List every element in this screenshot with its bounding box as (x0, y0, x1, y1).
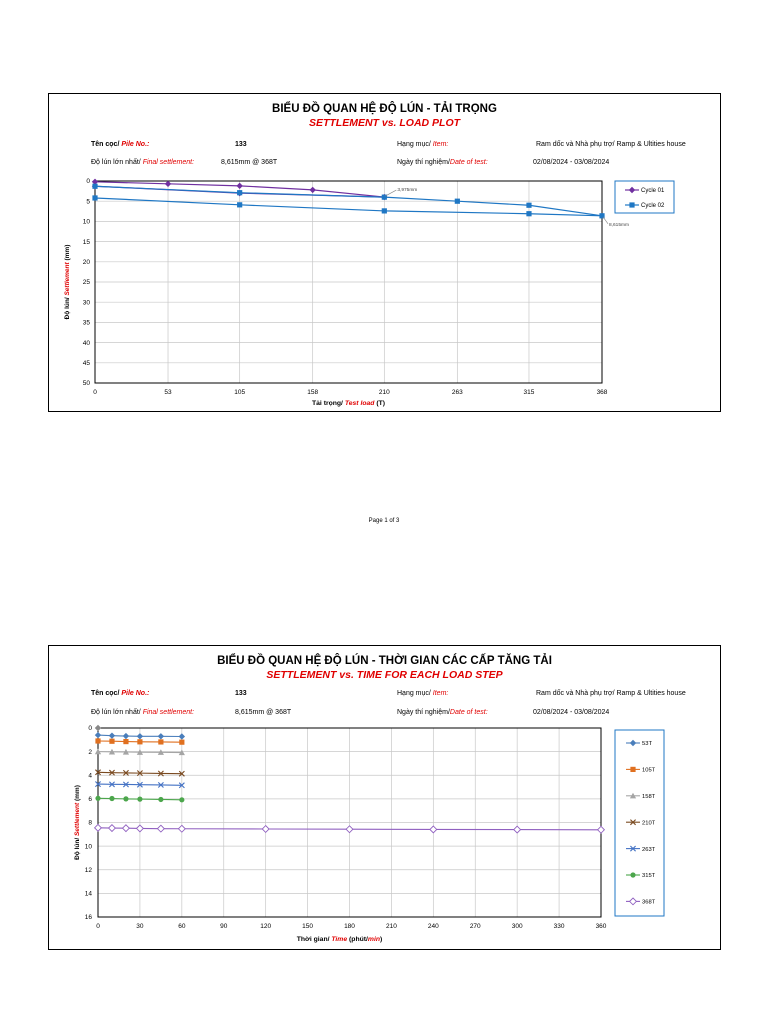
data-point (165, 181, 171, 187)
x-tick-label: 180 (344, 923, 355, 930)
data-point (455, 199, 460, 204)
data-point (95, 732, 101, 738)
legend-label: Cycle 01 (641, 188, 665, 195)
x-axis-label: Tải trọng/ Test load (T) (311, 400, 386, 407)
data-point (526, 203, 531, 208)
test-date-label-2: Ngày thí nghiệm/Date of test: (397, 709, 488, 716)
y-axis-label: Độ lún/ Settlement (mm) (74, 785, 81, 860)
y-tick-label: 35 (82, 319, 90, 327)
data-point (179, 740, 184, 745)
data-point (109, 739, 114, 744)
x-tick-label: 0 (93, 389, 97, 396)
y-tick-label: 50 (82, 380, 90, 388)
x-tick-label: 368 (596, 389, 608, 396)
data-point (95, 796, 100, 801)
x-tick-label: 60 (178, 923, 186, 930)
data-point (158, 797, 163, 802)
y-tick-label: 40 (82, 339, 90, 347)
legend-label: 105T (642, 767, 656, 774)
settlement-time-chart (49, 646, 720, 949)
annotation-label: 3,975mm (397, 188, 418, 194)
data-point (430, 826, 437, 833)
data-point (137, 739, 142, 744)
settlement-time-panel (48, 645, 721, 950)
y-tick-label: 0 (86, 178, 90, 186)
data-point (158, 733, 164, 739)
data-point (123, 739, 128, 744)
data-point (514, 826, 521, 833)
x-tick-label: 0 (96, 923, 100, 930)
annotation-label: 8,615mm (609, 222, 629, 228)
origin-point (95, 725, 101, 731)
test-date-label: Ngày thí nghiệm/Date of test: (397, 159, 488, 166)
y-tick-label: 30 (82, 299, 90, 307)
data-point (526, 211, 531, 216)
data-point (109, 796, 114, 801)
data-point (236, 183, 242, 189)
x-tick-label: 30 (136, 923, 144, 930)
legend-marker (630, 872, 635, 877)
final-settlement-value-2: 8,615mm @ 368T (235, 709, 292, 716)
x-tick-label: 120 (260, 923, 272, 930)
data-point (123, 733, 129, 739)
x-tick-label: 315 (523, 389, 535, 396)
data-point (137, 797, 142, 802)
chart1-subtitle: SETTLEMENT vs. LOAD PLOT (308, 117, 461, 129)
legend-label: 158T (642, 794, 656, 800)
pile-no-label: Tên cọc/ Pile No.: (91, 141, 150, 148)
data-point (158, 739, 163, 744)
data-point (137, 825, 144, 832)
item-value-2: Ram dốc và Nhà phụ trợ/ Ramp & Ultities house (536, 690, 686, 697)
x-tick-label: 270 (469, 923, 481, 930)
settlement-load-chart (49, 94, 720, 411)
data-point (237, 190, 242, 195)
item-value: Ram dốc và Nhà phụ trợ/ Ramp & Ultities house (536, 141, 686, 148)
legend-marker (630, 767, 635, 772)
item-label-2: Hạng mục/ Item: (397, 690, 449, 697)
y-tick-label: 2 (88, 748, 92, 756)
y-tick-label: 6 (88, 796, 92, 804)
x-tick-label: 330 (553, 923, 565, 930)
pile-no-value: 133 (235, 141, 247, 148)
legend-label: 263T (642, 846, 656, 853)
y-tick-label: 12 (84, 866, 92, 874)
data-point (92, 195, 97, 200)
legend-box (615, 730, 664, 916)
y-tick-label: 4 (88, 772, 92, 780)
x-tick-label: 90 (220, 923, 228, 930)
legend-label: 368T (642, 899, 656, 906)
x-tick-label: 263 (451, 389, 463, 396)
item-label: Hạng mục/ Item: (397, 141, 449, 148)
data-point (95, 738, 100, 743)
data-point (123, 796, 128, 801)
data-point (179, 797, 184, 802)
settlement-load-panel (48, 93, 721, 412)
y-tick-label: 5 (86, 198, 90, 206)
final-settlement-label: Độ lún lớn nhất/ Final settlement: (91, 159, 195, 166)
y-tick-label: 15 (82, 238, 90, 246)
x-tick-label: 53 (164, 389, 172, 396)
data-point (178, 825, 185, 832)
y-tick-label: 0 (88, 725, 92, 733)
annotation-leader (385, 190, 396, 196)
data-point (262, 826, 269, 833)
y-tick-label: 14 (84, 890, 92, 898)
data-point (157, 825, 164, 832)
x-axis-label: Thời gian/ Time (phút/min) (296, 936, 383, 943)
data-point (109, 825, 116, 832)
legend-label: 210T (642, 820, 656, 827)
pile-no-value-2: 133 (235, 690, 247, 697)
chart1-title: BIỂU ĐỒ QUAN HỆ ĐỘ LÚN - TẢI TRỌNG (272, 103, 497, 115)
final-settlement-value: 8,615mm @ 368T (221, 159, 278, 166)
data-point (179, 733, 185, 739)
data-point (346, 826, 353, 833)
x-tick-label: 300 (511, 923, 523, 930)
y-tick-label: 45 (82, 360, 90, 367)
data-point (123, 825, 130, 832)
data-point (137, 733, 143, 739)
x-tick-label: 210 (385, 923, 397, 930)
y-tick-label: 25 (82, 279, 90, 287)
x-tick-label: 158 (307, 389, 319, 396)
page-number: Page 1 of 3 (368, 518, 400, 524)
y-tick-label: 20 (82, 259, 90, 266)
data-point (382, 208, 387, 213)
y-tick-label: 10 (82, 218, 90, 226)
legend-label: Cycle 02 (641, 203, 665, 210)
y-tick-label: 16 (84, 914, 92, 922)
data-point (109, 732, 115, 738)
legend-label: 315T (642, 873, 656, 880)
data-point (237, 202, 242, 207)
annotation-leader (603, 217, 608, 224)
y-tick-label: 10 (84, 843, 92, 851)
y-tick-label: 8 (88, 819, 92, 827)
legend-label: 53T (642, 741, 652, 748)
chart2-subtitle: SETTLEMENT vs. TIME FOR EACH LOAD STEP (266, 669, 503, 681)
data-point (92, 184, 97, 189)
x-tick-label: 150 (302, 923, 314, 930)
test-date-value-2: 02/08/2024 - 03/08/2024 (533, 709, 610, 716)
x-tick-label: 360 (595, 923, 607, 930)
legend-marker (629, 202, 634, 207)
pile-no-label-2: Tên cọc/ Pile No.: (91, 690, 150, 697)
y-axis-label: Độ lún/ Settlement (mm) (64, 244, 71, 320)
chart2-title: BIỂU ĐỒ QUAN HỆ ĐỘ LÚN - THỜI GIAN CÁC CẤP TĂNG TẢI (217, 655, 552, 667)
test-date-value: 02/08/2024 - 03/08/2024 (533, 159, 610, 166)
x-tick-label: 105 (234, 389, 246, 396)
data-point (95, 824, 102, 831)
x-tick-label: 210 (378, 389, 390, 396)
final-settlement-label-2: Độ lún lớn nhất/ Final settlement: (91, 709, 195, 716)
data-point (598, 826, 605, 833)
x-tick-label: 240 (427, 923, 439, 930)
data-point (309, 187, 315, 193)
